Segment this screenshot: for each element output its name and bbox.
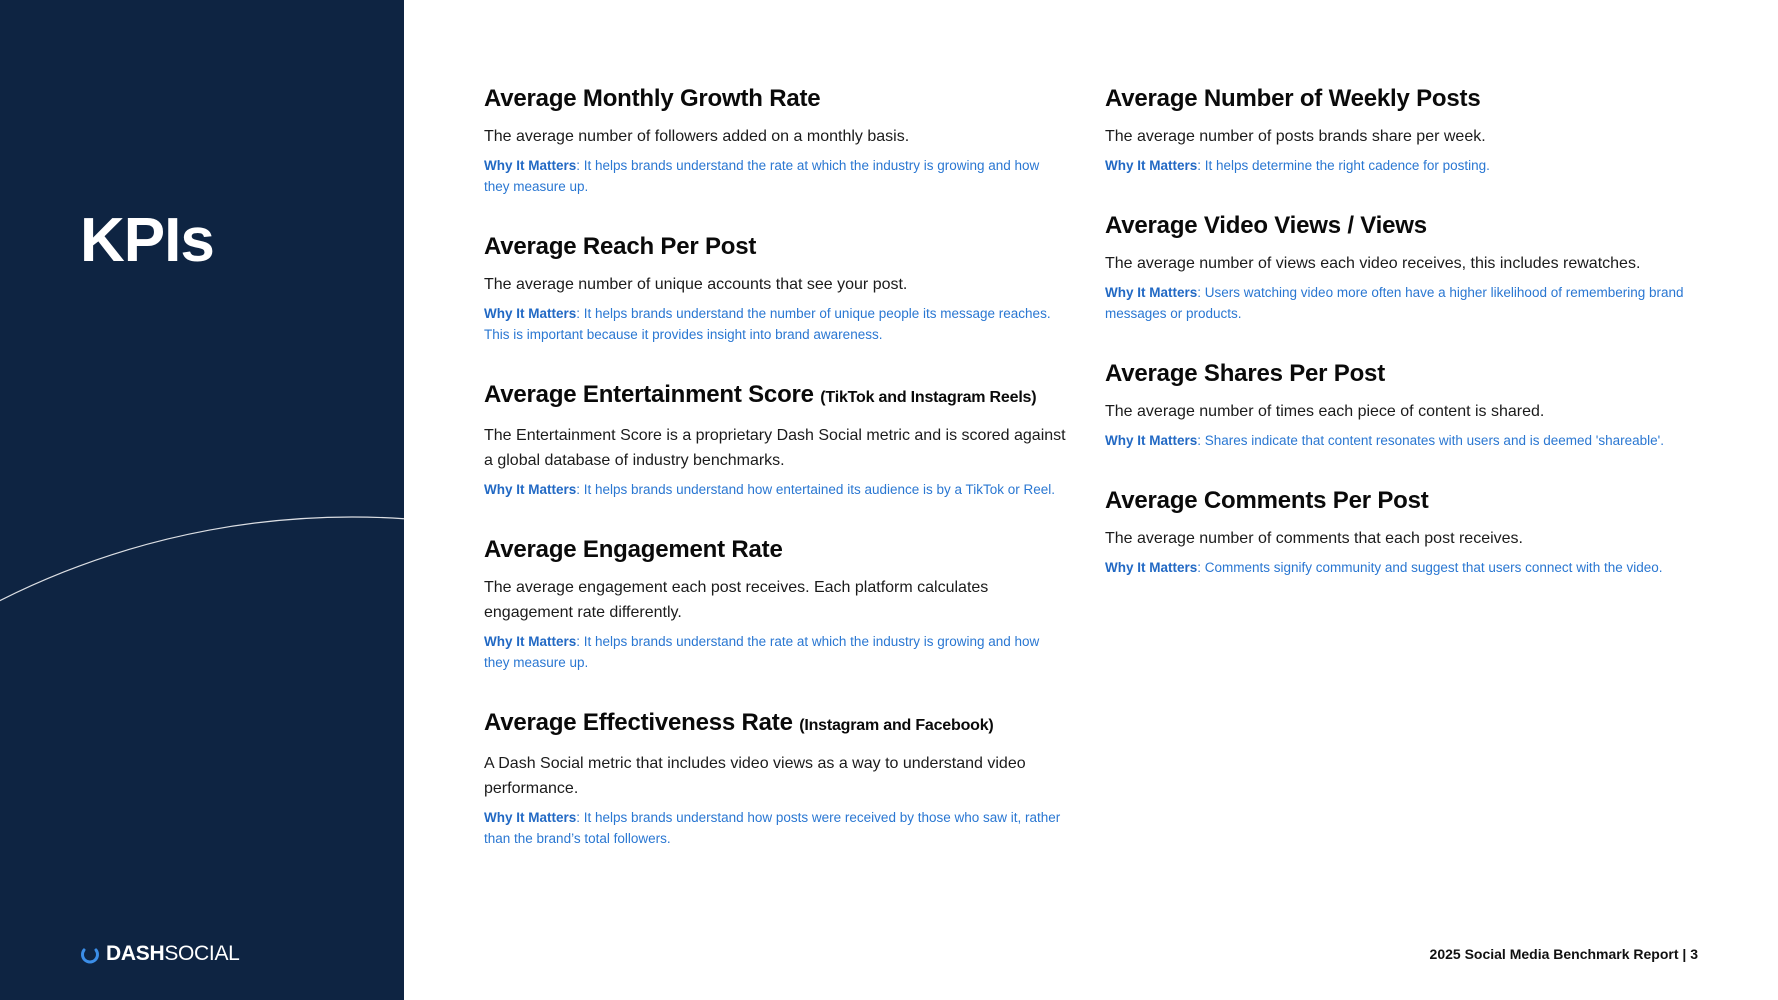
kpi-item [484, 534, 1066, 673]
kpi-description: The average number of times each piece of content is shared. [1105, 403, 1545, 420]
kpi-item [1105, 358, 1705, 451]
brand-wordmark [106, 942, 240, 966]
kpi-item [1105, 210, 1705, 324]
why-it-matters-text: : It helps brands understand the number of unique people its message reaches. This is important because it provides insight into brand awareness. [484, 306, 1051, 342]
kpi-platform-note: (Instagram and Facebook) [799, 717, 994, 734]
kpi-title-text: Average Effectiveness Rate [484, 709, 793, 736]
why-it-matters-label: Why It Matters [484, 634, 577, 649]
why-it-matters-text: : It helps brands understand the rate at which the industry is growing and how they measure up. [484, 158, 1040, 194]
kpi-why-it-matters [484, 303, 1066, 345]
kpi-title [1105, 485, 1705, 517]
kpi-why-it-matters [1105, 155, 1705, 176]
why-it-matters-label: Why It Matters [1105, 285, 1198, 300]
kpi-title-text: Average Entertainment Score [484, 381, 814, 408]
page-footer: 2025 Social Media Benchmark Report | 3 [1429, 946, 1698, 962]
kpi-title [484, 534, 1066, 566]
dash-social-swirl-icon [80, 944, 100, 964]
kpi-why-it-matters [1105, 430, 1705, 451]
kpi-column-left [484, 83, 1066, 849]
kpi-item [484, 707, 1066, 849]
kpi-title [1105, 83, 1705, 115]
kpi-title [1105, 358, 1705, 390]
kpi-title-text: Average Comments Per Post [1105, 487, 1429, 514]
kpi-platform-note: (TikTok and Instagram Reels) [820, 389, 1037, 406]
kpi-item [484, 83, 1066, 197]
kpi-why-it-matters [1105, 557, 1705, 578]
why-it-matters-text: : Shares indicate that content resonates with users and is deemed 'shareable'. [1197, 433, 1664, 448]
why-it-matters-label: Why It Matters [484, 158, 577, 173]
why-it-matters-text: : It helps brands understand the rate at which the industry is growing and how they measure up. [484, 634, 1040, 670]
kpi-why-it-matters [1105, 282, 1705, 324]
brand-wordmark-regular: SOCIAL [164, 942, 240, 965]
kpi-description: The average number of views each video receives, this includes rewatches. [1105, 255, 1641, 272]
page-title: KPIs [80, 206, 214, 275]
kpi-description: The average number of followers added on a monthly basis. [484, 128, 910, 145]
kpi-item [1105, 83, 1705, 176]
why-it-matters-label: Why It Matters [484, 482, 577, 497]
why-it-matters-label: Why It Matters [484, 810, 577, 825]
kpi-title-text: Average Engagement Rate [484, 536, 783, 563]
kpi-title [484, 231, 1066, 263]
kpi-why-it-matters [484, 479, 1066, 500]
kpi-title-text: Average Monthly Growth Rate [484, 85, 821, 112]
kpi-why-it-matters [484, 807, 1066, 849]
why-it-matters-text: : It helps brands understand how posts were received by those who saw it, rather than the brand’s total followers. [484, 810, 1061, 846]
brand-logo [80, 941, 240, 967]
kpi-item [1105, 485, 1705, 578]
kpi-title-text: Average Reach Per Post [484, 233, 757, 260]
kpi-item [484, 231, 1066, 345]
why-it-matters-text: : Users watching video more often have a higher likelihood of remembering brand messages or products. [1105, 285, 1684, 321]
why-it-matters-label: Why It Matters [1105, 158, 1198, 173]
kpi-description: The average number of posts brands share per week. [1105, 128, 1486, 145]
kpi-title [484, 83, 1066, 115]
kpi-why-it-matters [484, 155, 1066, 197]
kpi-description: The Entertainment Score is a proprietary Dash Social metric and is scored against a global database of industry benchmarks. [484, 427, 1066, 469]
kpi-title-text: Average Number of Weekly Posts [1105, 85, 1481, 112]
sidebar-panel [0, 0, 404, 1000]
kpi-description: A Dash Social metric that includes video views as a way to understand video performance. [484, 755, 1026, 797]
kpi-item [484, 379, 1066, 500]
kpi-title [484, 707, 1066, 742]
why-it-matters-label: Why It Matters [1105, 433, 1198, 448]
why-it-matters-text: : Comments signify community and suggest that users connect with the video. [1197, 560, 1663, 575]
kpi-description: The average number of unique accounts that see your post. [484, 276, 908, 293]
brand-wordmark-bold: DASH [106, 942, 165, 965]
kpi-title-text: Average Video Views / Views [1105, 212, 1427, 239]
kpi-title [1105, 210, 1705, 242]
kpi-title-text: Average Shares Per Post [1105, 360, 1385, 387]
why-it-matters-text: : It helps brands understand how entertained its audience is by a TikTok or Reel. [576, 482, 1056, 497]
kpi-title [484, 379, 1066, 414]
kpi-column-right [1105, 83, 1705, 578]
why-it-matters-label: Why It Matters [1105, 560, 1198, 575]
kpi-description: The average engagement each post receives. Each platform calculates engagement rate differently. [484, 579, 989, 621]
kpi-why-it-matters [484, 631, 1066, 673]
decorative-arc [0, 0, 404, 1000]
kpi-description: The average number of comments that each post receives. [1105, 530, 1523, 547]
why-it-matters-text: : It helps determine the right cadence for posting. [1197, 158, 1490, 173]
why-it-matters-label: Why It Matters [484, 306, 577, 321]
